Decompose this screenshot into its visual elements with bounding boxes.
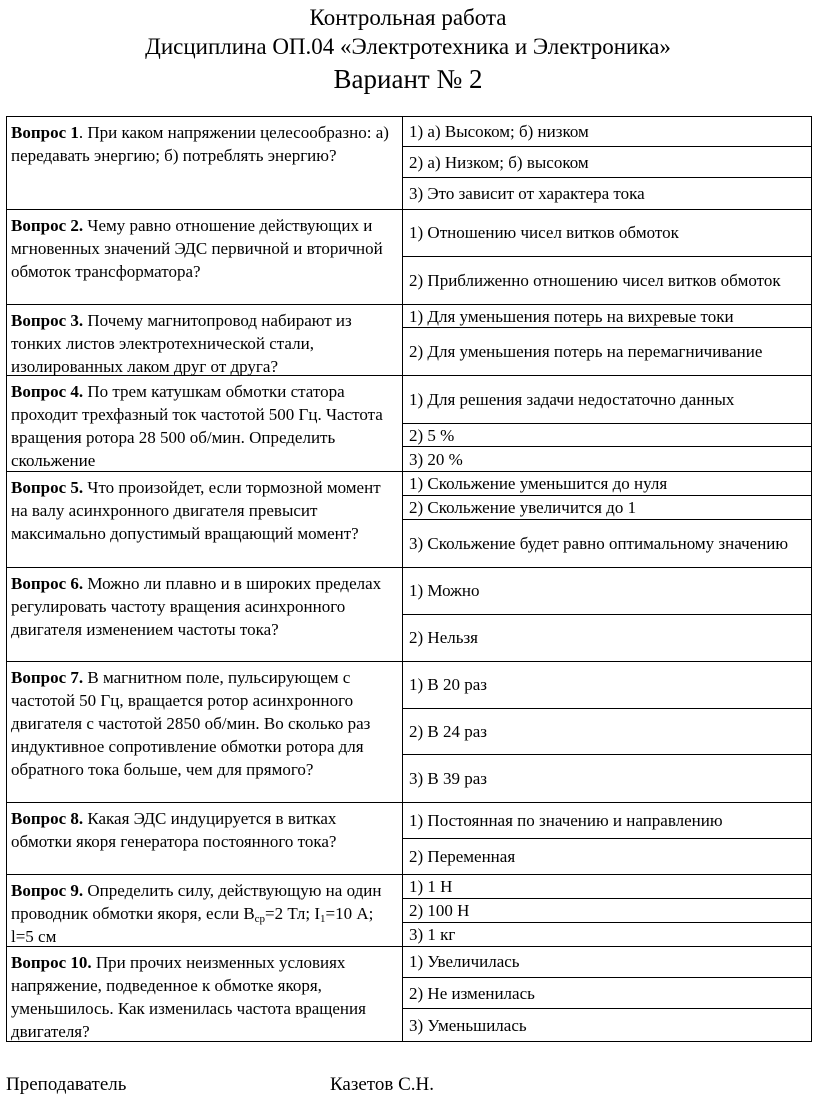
answer-option[interactable]: 3) 20 % (409, 449, 463, 469)
question-cell (7, 305, 403, 375)
question-text: . При каком напряжении целесообразно: а) передавать энергию; б) потреблять энергию? (11, 123, 389, 165)
question-cell (7, 376, 403, 471)
answer-option[interactable]: 1) Постоянная по значению и направлению (403, 803, 811, 839)
question-text: Можно ли плавно и в широких пределах регулировать частоту вращения асинхронного двигателя изменением частоты тока? (11, 574, 382, 639)
question-text: Чему равно отношение действующих и мгновенных значений ЭДС первичной и вторичной обмоток трансформатора? (11, 216, 383, 281)
question-cell (7, 472, 403, 567)
question-row-9 (6, 875, 812, 947)
question-label: Вопрос 6. (11, 574, 84, 593)
question-cell (7, 117, 403, 209)
question-label: Вопрос 2. (11, 216, 84, 235)
question-label: Вопрос 4. (11, 382, 84, 401)
answers-cell (403, 875, 811, 946)
answer-option[interactable]: 2) 5 % (403, 424, 811, 447)
question-text: Какая ЭДС индуцируется в витках обмотки якоря генератора постоянного тока? (11, 809, 337, 851)
answer-option[interactable]: 1) Для решения задачи недостаточно данных (403, 376, 811, 424)
answer-option[interactable]: 3) 1 кг (409, 925, 456, 944)
question-row-2 (6, 210, 812, 305)
question-row-1 (6, 116, 812, 210)
answer-option[interactable]: 3) Уменьшилась (409, 1015, 527, 1035)
answer-option[interactable]: 1) Можно (403, 568, 811, 615)
questions-table (6, 116, 812, 1042)
answer-option[interactable]: 1) Увеличилась (403, 947, 811, 978)
question-cell (7, 568, 403, 661)
question-row-3 (6, 305, 812, 376)
question-row-8 (6, 803, 812, 875)
question-text: Что произойдет, если тормозной момент на валу асинхронного двигателя превысит максимально допустимый вращающий момент? (11, 478, 381, 543)
question-label: Вопрос 10. (11, 953, 92, 972)
answer-option[interactable]: 3) Это зависит от характера тока (409, 183, 645, 203)
question-row-7 (6, 662, 812, 803)
answer-option[interactable]: 2) Нельзя (409, 628, 479, 648)
question-cell (7, 875, 403, 946)
answer-option[interactable]: 2) В 24 раз (403, 709, 811, 756)
answers-cell (403, 305, 811, 375)
answer-option[interactable]: 1) В 20 раз (403, 662, 811, 709)
answers-cell (403, 210, 811, 304)
answer-option[interactable]: 3) В 39 раз (409, 769, 488, 789)
question-text: Почему магнитопровод набирают из тонких листов электротехнической стали, изолированных лаком друг от друга? (11, 311, 352, 376)
answers-cell (403, 117, 811, 209)
answer-option[interactable]: 3) Скольжение будет равно оптимальному значению (409, 534, 789, 553)
answer-option[interactable]: 2) 100 Н (403, 899, 811, 923)
question-cell (7, 947, 403, 1041)
question-row-6 (6, 568, 812, 662)
question-row-10 (6, 947, 812, 1042)
question-text: Определить силу, действующую на один проводник обмотки якоря, если (11, 881, 382, 923)
discipline-title: Дисциплина ОП.04 «Электротехника и Электроника» (145, 34, 671, 59)
question-label: Вопрос 5. (11, 478, 84, 497)
question-row-4 (6, 376, 812, 472)
answers-cell (403, 568, 811, 661)
answer-option[interactable]: 1) Для уменьшения потерь на вихревые токи (403, 305, 811, 328)
answer-option[interactable]: 2) Не изменилась (403, 978, 811, 1010)
answers-cell (403, 803, 811, 874)
formula-part-1: =2 Тл; I (265, 904, 321, 923)
question-text: По трем катушкам обмотки статора проходит трехфазный ток частотой 500 Гц. Частота вращения ротора 28 500 об/мин. Определить скольжение (11, 382, 383, 470)
question-label: Вопрос 8. (11, 809, 84, 828)
answer-option[interactable]: 2) Для уменьшения потерь на перемагничивание (409, 342, 763, 361)
teacher-role-label: Преподаватель (6, 1074, 127, 1095)
formula-b: B (243, 904, 255, 923)
question-label: Вопрос 3. (11, 311, 84, 330)
question-text: При прочих неизменных условиях напряжение, подведенное к обмотке якоря, уменьшилось. Как изменилась частота вращения двигателя? (11, 953, 366, 1041)
answer-option[interactable]: 1) Скольжение уменьшится до нуля (403, 472, 811, 496)
formula-b-subscript: ср (254, 913, 266, 925)
answer-option[interactable]: 1) Отношению чисел витков обмоток (403, 210, 811, 257)
question-label: Вопрос 7. (11, 668, 84, 687)
variant-title: Вариант № 2 (333, 64, 483, 94)
answers-cell (403, 472, 811, 567)
answer-option[interactable]: 1) 1 Н (403, 875, 811, 899)
teacher-name: Казетов С.Н. (330, 1074, 434, 1095)
answers-cell (403, 376, 811, 471)
answers-cell (403, 662, 811, 802)
formula-i-subscript: 1 (320, 913, 326, 925)
answer-option[interactable]: 2) Приближенно отношению чисел витков обмоток (409, 270, 781, 290)
question-cell (7, 662, 403, 802)
answer-option[interactable]: 1) а) Высоком; б) низком (403, 117, 811, 147)
question-row-5 (6, 472, 812, 568)
answer-option[interactable]: 2) Скольжение увеличится до 1 (403, 496, 811, 520)
question-label: Вопрос 1 (11, 123, 79, 142)
answer-option[interactable]: 2) Переменная (409, 846, 516, 866)
answers-cell (403, 947, 811, 1041)
question-label: Вопрос 9. (11, 881, 84, 900)
document-title: Контрольная работа (309, 5, 507, 30)
question-cell (7, 803, 403, 874)
formula-part-2: =10 А; l=5 см (11, 904, 374, 946)
question-cell (7, 210, 403, 304)
answer-option[interactable]: 2) а) Низком; б) высоком (403, 147, 811, 177)
question-text: В магнитном поле, пульсирующем с частотой 50 Гц, вращается ротор асинхронного двигателя с частотой 2850 об/мин. Во сколько раз индуктивное сопротивление обмотки ротора для обратного тока больше, чем для прямого? (11, 668, 371, 779)
